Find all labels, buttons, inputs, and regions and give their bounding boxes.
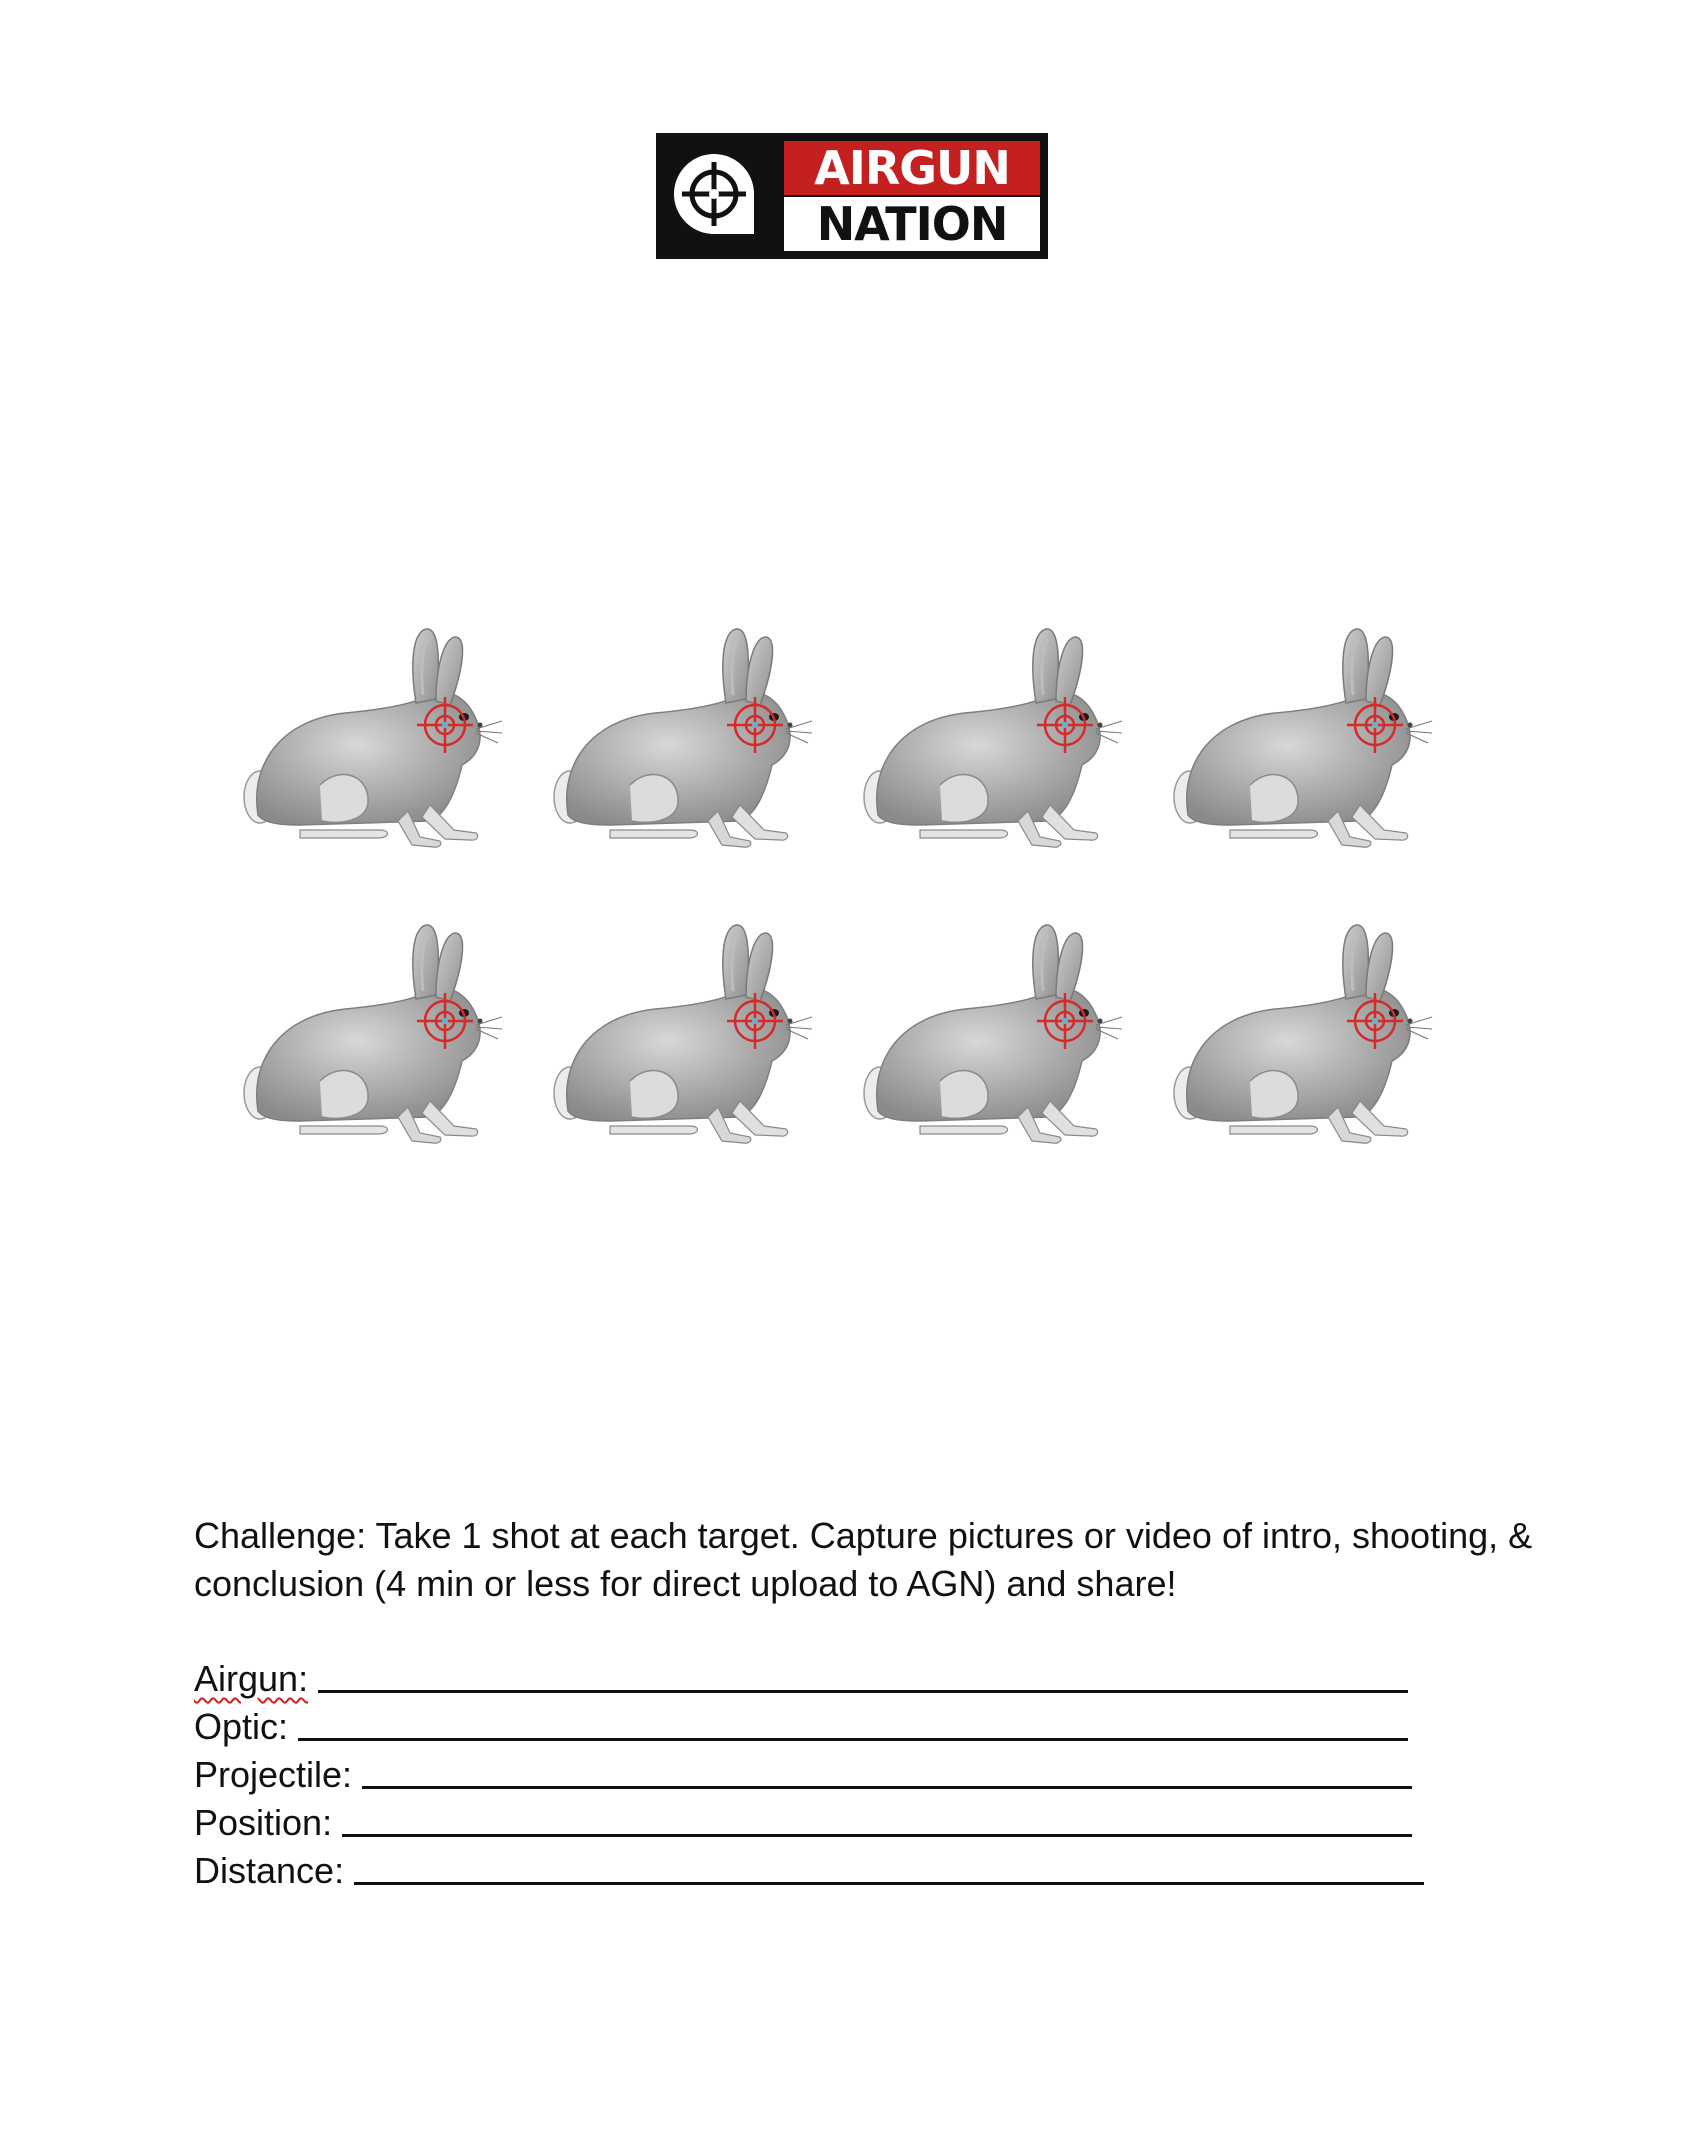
field-position — [194, 1799, 1494, 1847]
target-grid — [240, 625, 1460, 1155]
field-label-distance: Distance: — [194, 1850, 345, 1891]
field-blank-position[interactable] — [342, 1834, 1412, 1837]
field-blank-projectile[interactable] — [362, 1786, 1412, 1789]
challenge-instructions: Challenge: Take 1 shot at each target. Capture pictures or video of intro, shooting, & conclusion (4 min or less for direct upload to AGN) and share! — [194, 1515, 1533, 1604]
field-label-optic: Optic: — [194, 1706, 289, 1747]
rabbit-target-icon — [550, 625, 820, 855]
rabbit-target-icon — [550, 921, 820, 1151]
logo-word-nation: NATION — [784, 197, 1040, 251]
rabbit-target-icon — [240, 921, 510, 1151]
airgun-nation-logo — [656, 133, 1048, 259]
field-projectile — [194, 1751, 1494, 1799]
field-label-airgun: Airgun: — [194, 1658, 309, 1699]
field-blank-optic[interactable] — [298, 1738, 1408, 1741]
field-distance — [194, 1847, 1494, 1895]
field-label-projectile: Projectile: — [194, 1754, 353, 1795]
crosshair-icon — [668, 148, 760, 240]
rabbit-target-icon — [1170, 921, 1440, 1151]
logo-word-airgun: AIRGUN — [784, 141, 1040, 195]
field-blank-distance[interactable] — [354, 1882, 1424, 1885]
rabbit-target-icon — [860, 921, 1130, 1151]
field-label-position: Position: — [194, 1802, 333, 1843]
field-blank-airgun[interactable] — [318, 1690, 1408, 1693]
rabbit-target-icon — [860, 625, 1130, 855]
field-optic — [194, 1703, 1494, 1751]
rabbit-target-icon — [240, 625, 510, 855]
field-airgun — [194, 1655, 1494, 1703]
rabbit-target-icon — [1170, 625, 1440, 855]
entry-fields — [194, 1655, 1494, 1895]
